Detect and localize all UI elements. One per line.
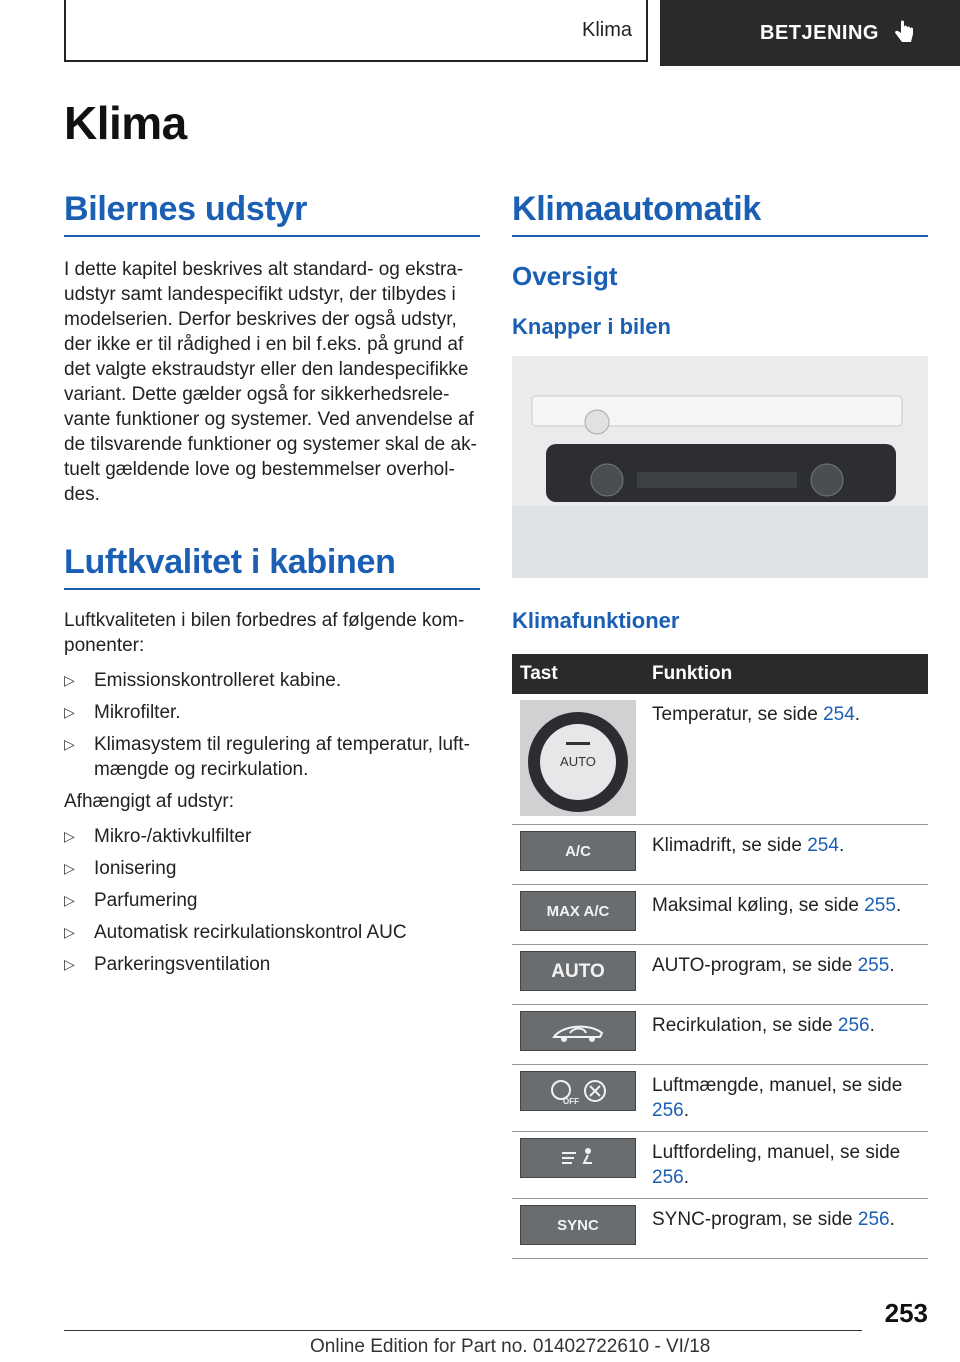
fan-speed-icon [520,1071,636,1111]
table-row: AUTO AUTO-program, se side 255. [512,945,928,1005]
section-heading-klimaautomatik: Klimaautomatik [512,190,928,237]
svg-text:AUTO: AUTO [560,754,596,769]
subheading-klimafunktioner: Klimafunktioner [512,608,680,633]
edition-text: Online Edition for Part no. 01402722610 - VI/18 [310,1336,711,1357]
component-list [64,668,480,782]
table-row: SYNC SYNC-program, se side 256. [512,1199,928,1259]
column-header-key: Tast [512,654,644,694]
temperature-knob-icon [520,700,636,816]
page-header [64,0,960,66]
optional-list [64,824,480,977]
list-item: ▷ Parfumering [64,890,198,911]
table-row: Recirkulation, se side 256. [512,1005,928,1065]
section-label: BETJENING [760,21,879,44]
footer-divider [64,1330,862,1331]
chapter-label: Klima [64,0,648,62]
page-link-256[interactable]: 256 [857,1209,890,1230]
subheading-knapper: Knapper i bilen [512,314,671,339]
page-link-255[interactable]: 255 [864,895,896,916]
table-row: AUTO Temperatur, se side 254. [512,694,928,825]
right-column [512,190,928,1259]
list-item: ▷ Mikro-/aktivkulfilter [64,826,252,847]
subheading-oversigt: Oversigt [512,261,618,291]
page-link-256[interactable]: 256 [652,1100,684,1121]
svg-text:OFF: OFF [563,1097,579,1106]
page-link-256[interactable]: 256 [837,1015,870,1036]
table-row: Luftfordeling, manuel, se side 256. [512,1132,928,1199]
section-heading-luftkvalitet: Luftkvalitet i kabinen [64,543,480,590]
section-tab [660,0,960,66]
air-distribution-icon [520,1138,636,1178]
page-link-254[interactable]: 254 [823,704,855,725]
table-row: OFF Luftmængde, manuel, se side 256. [512,1065,928,1132]
list-item: ▷ Ionisering [64,858,177,879]
table-header-row [512,654,928,694]
hand-pointer-icon [893,20,915,46]
list-item: ▷ Emissionskontrolleret kabine. [64,670,342,691]
udstyr-paragraph: I dette kapitel beskrives alt standard- og ekstra-udstyr samt landespecifikt udstyr, der tilbydes i modelserien. Derfor beskrives der også udstyr, der ikke er til rådighed i en bil f.eks. på grund af det valgte ekstraudstyr eller den landespecifikke variant. Dette gælder også for sikkerhedsrele-vante funktioner og systemer. Ved anvendelse af de tilsvarende funktioner og systemer skal de ak-tuelt gældende love og bestemmelser overhol-des. [64,259,477,505]
page-link-256[interactable]: 256 [652,1167,684,1188]
list-item: ▷ Mikrofilter. [64,702,181,723]
recirculation-icon [520,1011,636,1051]
climate-panel-photo [512,356,928,578]
ac-button-icon: A/C [520,831,636,871]
equipment-dependent-label: Afhængigt af udstyr: [64,791,235,812]
functions-table [512,654,928,1259]
section-heading-udstyr: Bilernes udstyr [64,190,480,237]
table-row: MAX A/C Maksimal køling, se side 255. [512,885,928,945]
list-item: ▷ Parkeringsventilation [64,954,271,975]
list-item: ▷ Klimasystem til regulering af temperatur, luft-mængde og recirkulation. [64,734,470,780]
sync-button-icon: SYNC [520,1205,636,1245]
page-number: 253 [884,1298,928,1328]
page-title: Klima [64,97,187,149]
left-column [64,190,480,984]
column-header-function: Funktion [644,654,928,694]
max-ac-button-icon: MAX A/C [520,891,636,931]
list-item: ▷ Automatisk recirkulationskontrol AUC [64,922,407,943]
auto-button-icon: AUTO [520,951,636,991]
page-link-254[interactable]: 254 [807,835,839,856]
page-link-255[interactable]: 255 [857,955,890,976]
table-row: A/C Klimadrift, se side 254. [512,825,928,885]
luftkvalitet-intro: Luftkvaliteten i bilen forbedres af følgende kom-ponenter: [64,610,465,656]
